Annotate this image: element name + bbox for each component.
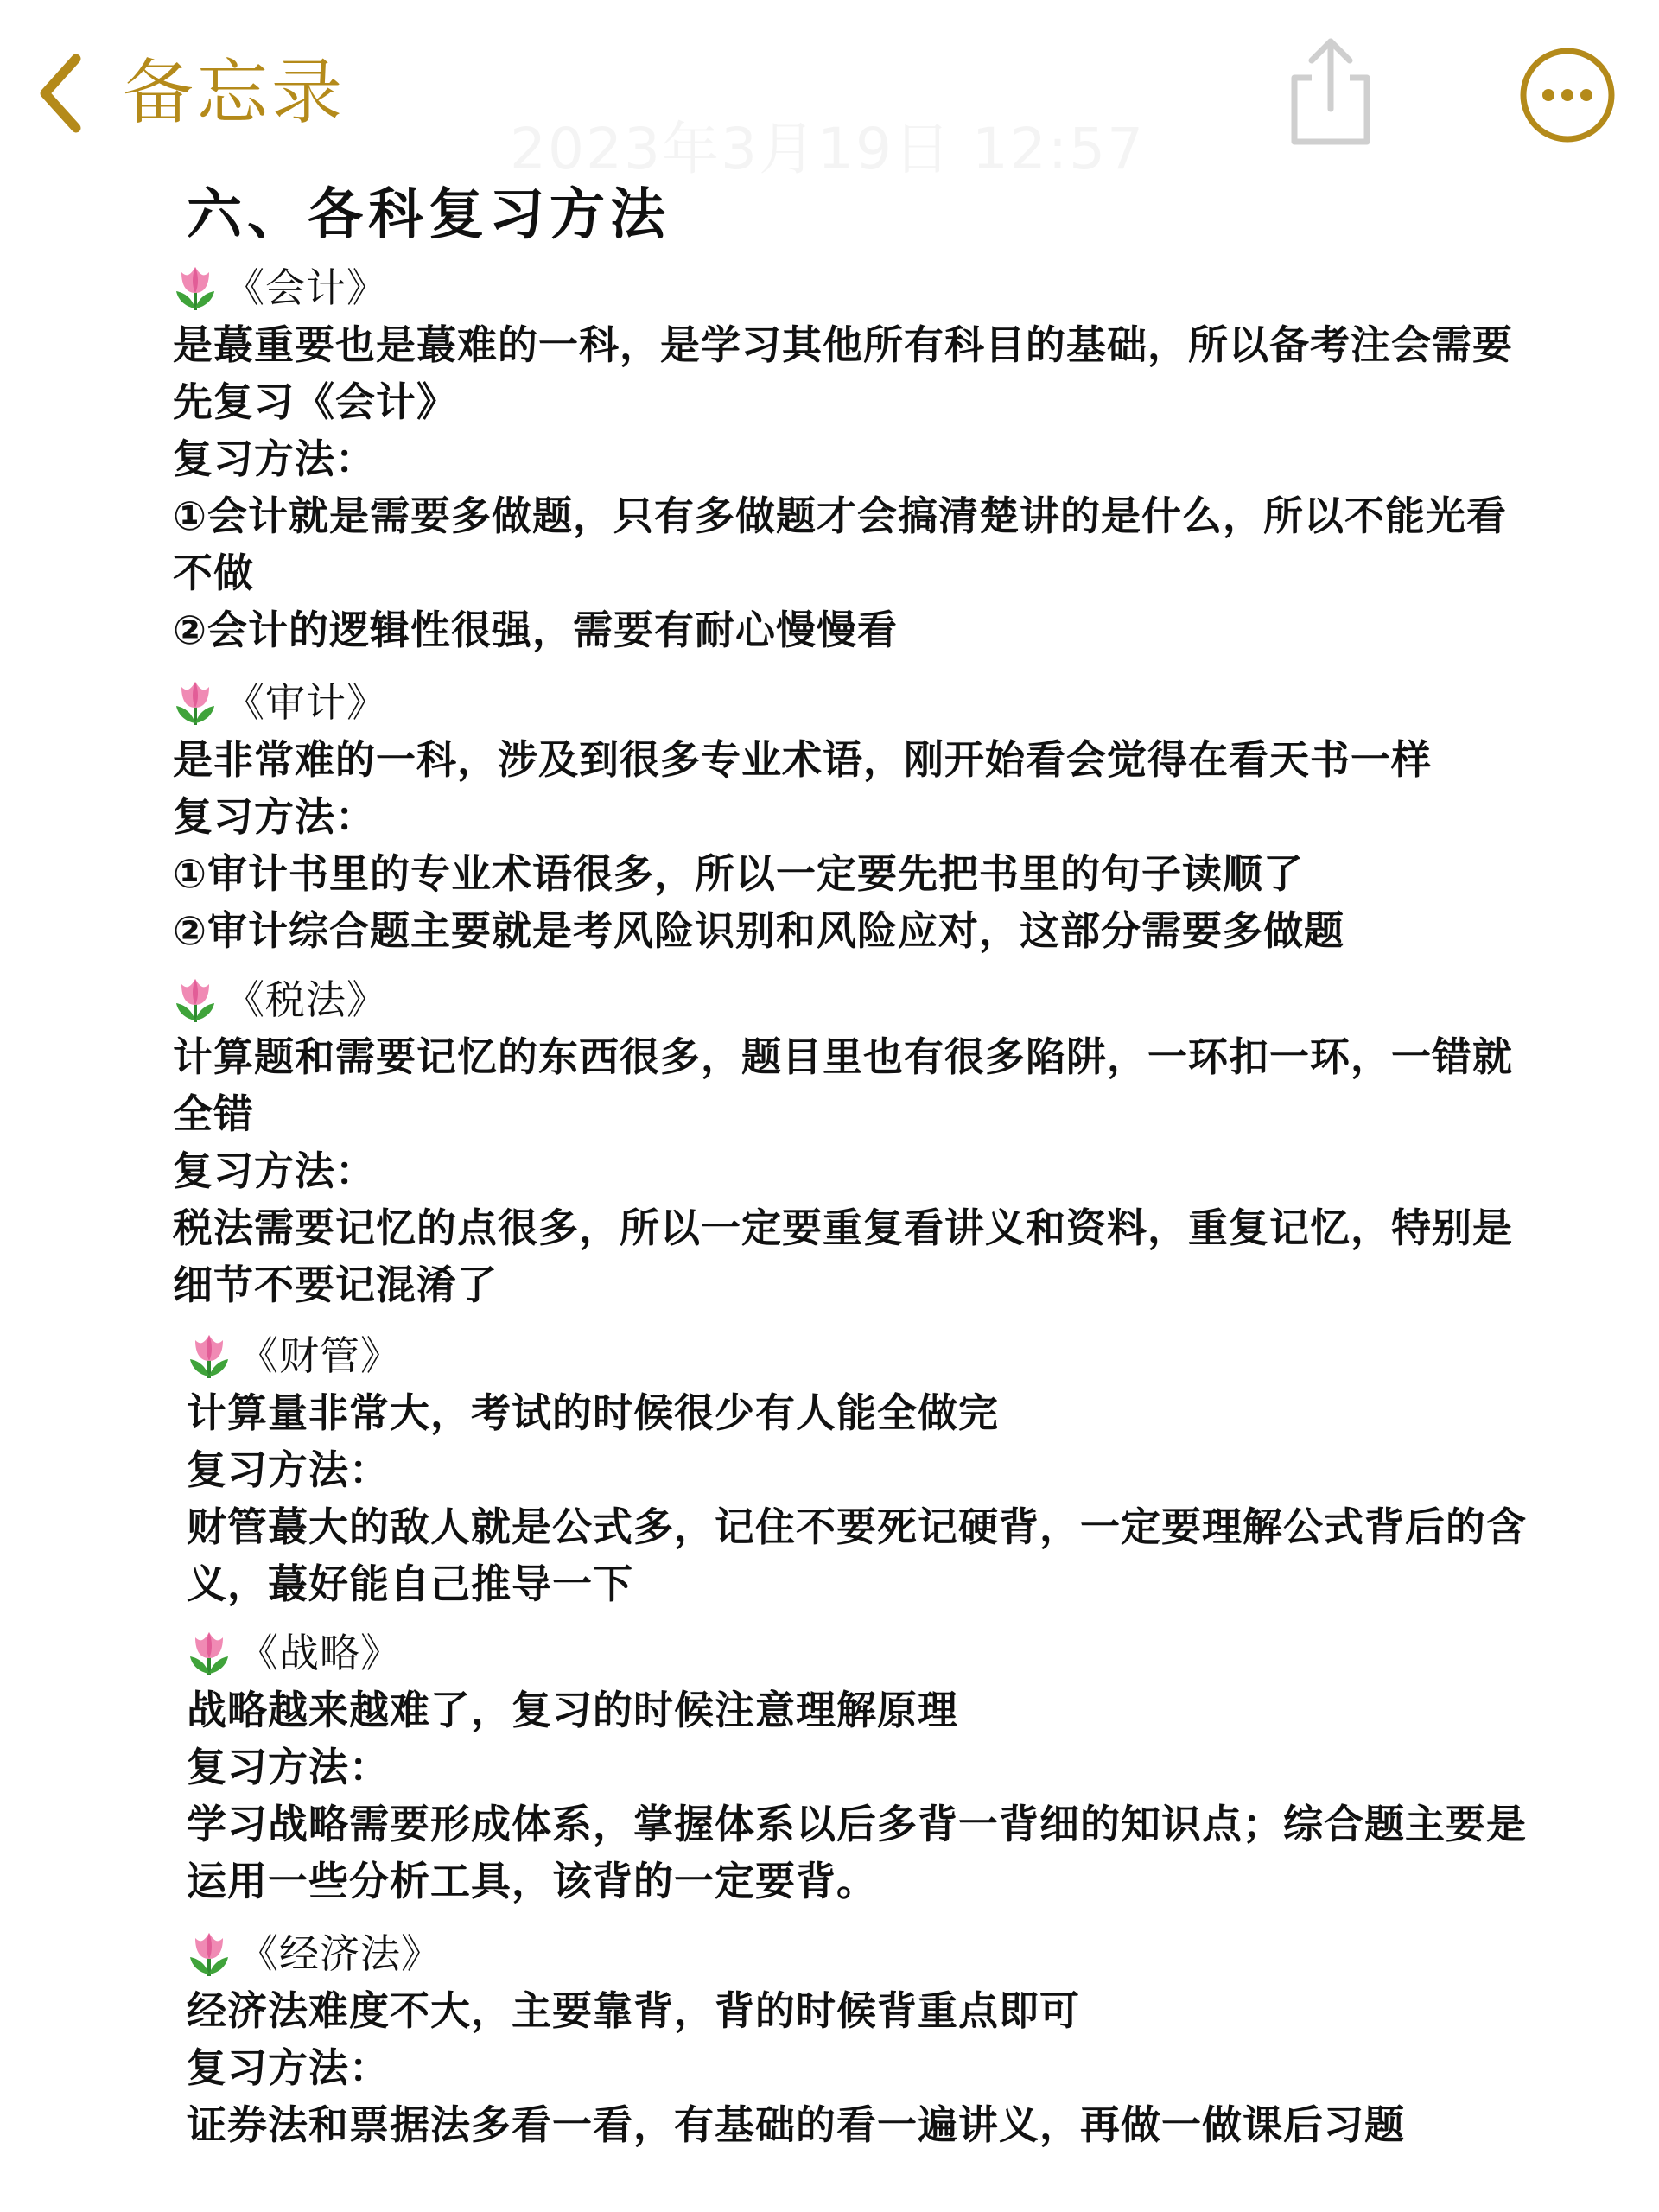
- note-text-line: 运用一些分析工具，该背的一定要背。: [187, 1858, 877, 1904]
- note-text-line: 复习方法：: [173, 435, 376, 482]
- note-text-line: 复习方法：: [173, 1147, 376, 1194]
- note-text-line: 是蕞重要也是蕞难的一科，是学习其他所有科目的基础，所以备考注会需要: [173, 321, 1513, 368]
- share-icon[interactable]: [1279, 35, 1382, 149]
- section-economic-law: [187, 1925, 1569, 2153]
- note-text-line: 计算量非常大，考试的时候很少有人能全做完: [187, 1389, 999, 1436]
- section-financial-management: [187, 1327, 1569, 1612]
- note-text-line: 证券法和票据法多看一看，有基础的看一遍讲义，再做一做课后习题: [187, 2101, 1405, 2148]
- note-text-line: 复习方法：: [187, 1744, 390, 1790]
- section-heading: [187, 1327, 1569, 1384]
- section-audit: [173, 674, 1555, 959]
- section-heading-text: 《战略》: [238, 1630, 401, 1676]
- tulip-icon: [187, 1332, 232, 1380]
- tulip-icon: [173, 976, 218, 1024]
- note-text-line: ②会计的逻辑性很强，需要有耐心慢慢看: [173, 607, 898, 653]
- section-heading-text: 《财管》: [238, 1332, 401, 1379]
- section-heading: [187, 1624, 1569, 1681]
- section-heading-text: 《审计》: [225, 679, 387, 726]
- note-text-line: 经济法难度不大，主要靠背，背的时候背重点即可: [187, 1987, 1080, 2034]
- section-strategy: [187, 1624, 1569, 1910]
- note-text-line: 先复习《会计》: [173, 378, 457, 425]
- note-text-line: 复习方法：: [187, 2044, 390, 2091]
- note-text-line: ①审计书里的专业术语很多，所以一定要先把书里的句子读顺了: [173, 850, 1304, 897]
- note-text-line: 复习方法：: [187, 1446, 390, 1493]
- section-heading-text: 《税法》: [225, 976, 387, 1023]
- section-heading-text: 《经济法》: [238, 1930, 442, 1977]
- note-text-line: 财管蕞大的敌人就是公式多，记住不要死记硬背，一定要理解公式背后的含: [187, 1503, 1527, 1550]
- tulip-icon: [173, 678, 218, 727]
- note-text-line: ②审计综合题主要就是考风险识别和风险应对，这部分需要多做题: [173, 907, 1344, 954]
- back-label: 备忘录: [123, 52, 346, 134]
- note-text-line: 义，蕞好能自己推导一下: [187, 1560, 633, 1607]
- note-text-line: ①会计就是需要多做题，只有多做题才会搞清楚讲的是什么，所以不能光看: [173, 493, 1507, 539]
- note-text-line: 学习战略需要形成体系，掌握体系以后多背一背细的知识点；综合题主要是: [187, 1801, 1527, 1847]
- note-text-line: 全错: [173, 1090, 254, 1137]
- note-text-line: 细节不要记混淆了: [173, 1262, 498, 1308]
- note-text-line: 不做: [173, 550, 254, 596]
- section-heading: [187, 1925, 1569, 1982]
- more-icon[interactable]: [1519, 47, 1616, 143]
- section-heading: [173, 259, 1555, 316]
- section-heading: [173, 674, 1555, 731]
- section-tax-law: [173, 971, 1555, 1313]
- tulip-icon: [173, 264, 218, 312]
- tulip-icon: [187, 1929, 232, 1978]
- note-text-line: 战略越来越难了，复习的时候注意理解原理: [187, 1687, 958, 1733]
- section-heading-text: 《会计》: [225, 264, 387, 311]
- chevron-left-icon: [35, 50, 86, 137]
- back-button[interactable]: [35, 45, 346, 142]
- tulip-icon: [187, 1629, 232, 1677]
- note-title: 六、各科复习方法: [187, 183, 671, 247]
- section-accounting: [173, 259, 1555, 658]
- section-heading: [173, 971, 1555, 1028]
- note-date: 2023年3月19日 12:57: [510, 116, 1146, 182]
- note-text-line: 是非常难的一科，涉及到很多专业术语，刚开始看会觉得在看天书一样: [173, 736, 1432, 783]
- note-text-line: 计算题和需要记忆的东西很多，题目里也有很多陷阱，一环扣一环，一错就: [173, 1033, 1513, 1080]
- note-text-line: 税法需要记忆的点很多，所以一定要重复看讲义和资料，重复记忆，特别是: [173, 1205, 1513, 1251]
- note-text-line: 复习方法：: [173, 793, 376, 840]
